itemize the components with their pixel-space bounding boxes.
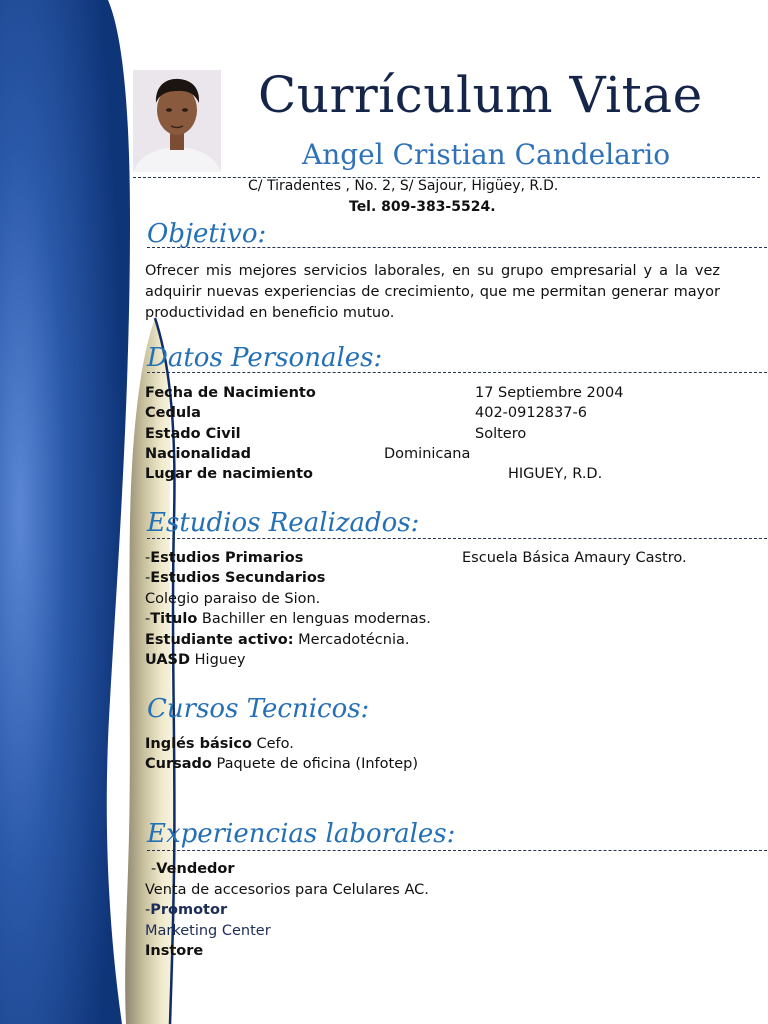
curso-ingles: Inglés básico Cefo. xyxy=(145,736,294,752)
datos-label: Cedula xyxy=(145,405,201,421)
datos-label: Lugar de nacimiento xyxy=(145,466,313,482)
datos-value: HIGUEY, R.D. xyxy=(508,466,603,482)
exp-instore: Instore xyxy=(145,943,204,959)
exp-promotor: -Promotor xyxy=(145,902,228,918)
profile-photo xyxy=(133,70,221,172)
estudiante-activo: Estudiante activo: Mercadotécnia. xyxy=(145,632,410,648)
objetivo-text: Ofrecer mis mejores servicios laborales, en su grupo empresarial y a la vez adquirir nuevas experiencias de crecimiento, que me permitan generar mayor productividad en beneficio mutuo. xyxy=(145,263,720,321)
colegio: Colegio paraiso de Sion. xyxy=(145,591,321,607)
section-heading-datos: Datos Personales: xyxy=(147,343,383,373)
datos-label: Nacionalidad xyxy=(145,446,252,462)
section-divider xyxy=(147,247,767,248)
curso-oficina: Cursado Paquete de oficina (Infotep) xyxy=(145,756,418,772)
exp-vendedor: -Vendedor xyxy=(151,861,235,877)
section-divider xyxy=(147,372,767,373)
datos-value: Soltero xyxy=(475,426,527,442)
section-heading-objetivo: Objetivo: xyxy=(147,219,267,249)
section-heading-experiencias: Experiencias laborales: xyxy=(147,819,456,849)
page-title: Currículum Vitae xyxy=(258,66,703,124)
estudios-primarios: -Estudios Primarios xyxy=(145,550,304,566)
section-divider xyxy=(147,538,767,539)
estudios-primarios-value: Escuela Básica Amaury Castro. xyxy=(462,550,687,566)
titulo: -Titulo Bachiller en lenguas modernas. xyxy=(145,611,431,627)
datos-label: Estado Civil xyxy=(145,426,241,442)
datos-label: Fecha de Nacimiento xyxy=(145,385,316,401)
datos-value: 17 Septiembre 2004 xyxy=(475,385,624,401)
section-heading-cursos: Cursos Tecnicos: xyxy=(147,694,370,724)
estudios-secundarios: -Estudios Secundarios xyxy=(145,570,326,586)
candidate-name: Angel Cristian Candelario xyxy=(302,138,671,171)
section-divider xyxy=(147,850,767,851)
datos-value: 402-0912837-6 xyxy=(475,405,587,421)
datos-value: Dominicana xyxy=(384,446,471,462)
section-heading-estudios: Estudios Realizados: xyxy=(147,508,420,538)
uasd: UASD Higuey xyxy=(145,652,246,668)
exp-vendedor-desc: Venta de accesorios para Celulares AC. xyxy=(145,882,429,898)
address: C/ Tiradentes , No. 2, S/ Sajour, Higüey, R.D. xyxy=(248,178,559,194)
telephone: Tel. 809-383-5524. xyxy=(349,199,496,215)
exp-promotor-desc: Marketing Center xyxy=(145,923,271,939)
